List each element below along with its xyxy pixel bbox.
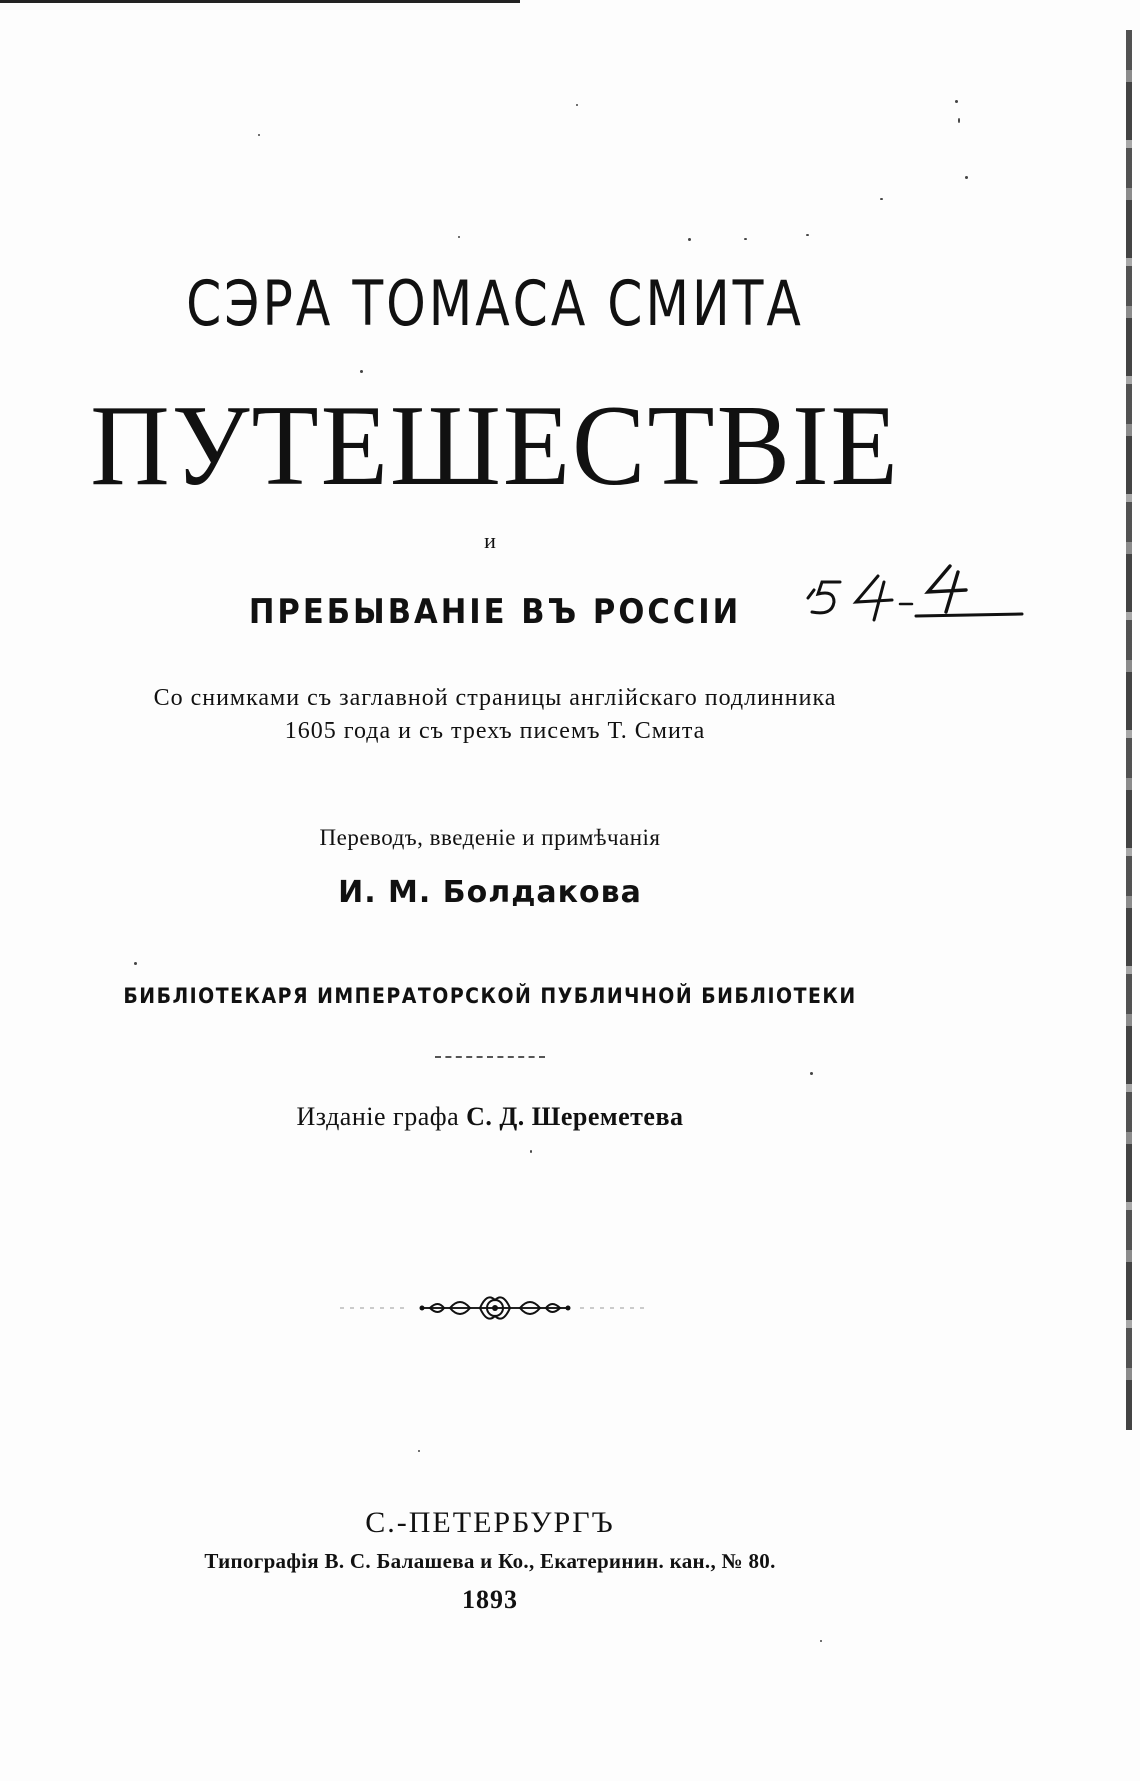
subtitle-top: СЭРА ТОМАСА СМИТА bbox=[186, 268, 804, 341]
top-scan-rule bbox=[0, 0, 520, 3]
scan-speck bbox=[530, 1150, 532, 1153]
scan-speck bbox=[820, 1640, 822, 1642]
publisher-name: С. Д. Шереметева bbox=[466, 1102, 684, 1131]
scan-speck bbox=[744, 238, 747, 240]
handwritten-note bbox=[800, 560, 1030, 630]
author-name: И. М. Болдакова bbox=[338, 875, 642, 910]
scan-speck bbox=[958, 118, 960, 123]
handwritten-number-icon bbox=[800, 560, 1030, 630]
scan-speck bbox=[880, 198, 883, 200]
imprint-printer: Типографія В. С. Балашева и Ко., Екатеринин. кан., № 80. bbox=[204, 1549, 776, 1573]
subtitle-bottom: ПРЕБЫВАНІЕ ВЪ РОССІИ bbox=[248, 592, 742, 632]
scan-speck bbox=[965, 176, 968, 179]
scan-speck bbox=[810, 1072, 813, 1075]
scan-edge-shadow bbox=[1126, 30, 1132, 1430]
scan-speck bbox=[688, 238, 691, 241]
publisher-prefix: Изданіе графа bbox=[296, 1102, 460, 1131]
publisher-line bbox=[0, 1102, 980, 1132]
scan-speck bbox=[458, 236, 460, 238]
main-title: ПУТЕШЕСТВІЕ bbox=[90, 380, 900, 510]
dashed-divider bbox=[435, 1056, 545, 1058]
author-role: БИБЛІОТЕКАРЯ ИМПЕРАТОРСКОЙ ПУБЛИЧНОЙ БИБЛІОТЕКИ bbox=[123, 984, 857, 1008]
description-line-1: Со снимками съ заглавной страницы англійскаго подлинника bbox=[153, 685, 837, 711]
scan-speck bbox=[576, 104, 578, 106]
scan-speck bbox=[806, 234, 809, 236]
scan-speck bbox=[258, 134, 260, 136]
description-line-2: 1605 года и съ трехъ писемъ Т. Смита bbox=[284, 718, 706, 744]
scan-speck bbox=[360, 370, 363, 373]
translation-credit: Переводъ, введеніе и примѣчанія bbox=[319, 825, 661, 850]
ornament bbox=[330, 1288, 660, 1328]
imprint-year: 1893 bbox=[462, 1585, 518, 1614]
scan-speck bbox=[134, 962, 137, 965]
conjunction: и bbox=[484, 528, 496, 553]
scan-speck bbox=[955, 100, 958, 103]
ornament-icon bbox=[330, 1288, 660, 1328]
imprint-city: С.-ПЕТЕРБУРГЪ bbox=[365, 1506, 615, 1539]
scan-speck bbox=[418, 1450, 420, 1452]
